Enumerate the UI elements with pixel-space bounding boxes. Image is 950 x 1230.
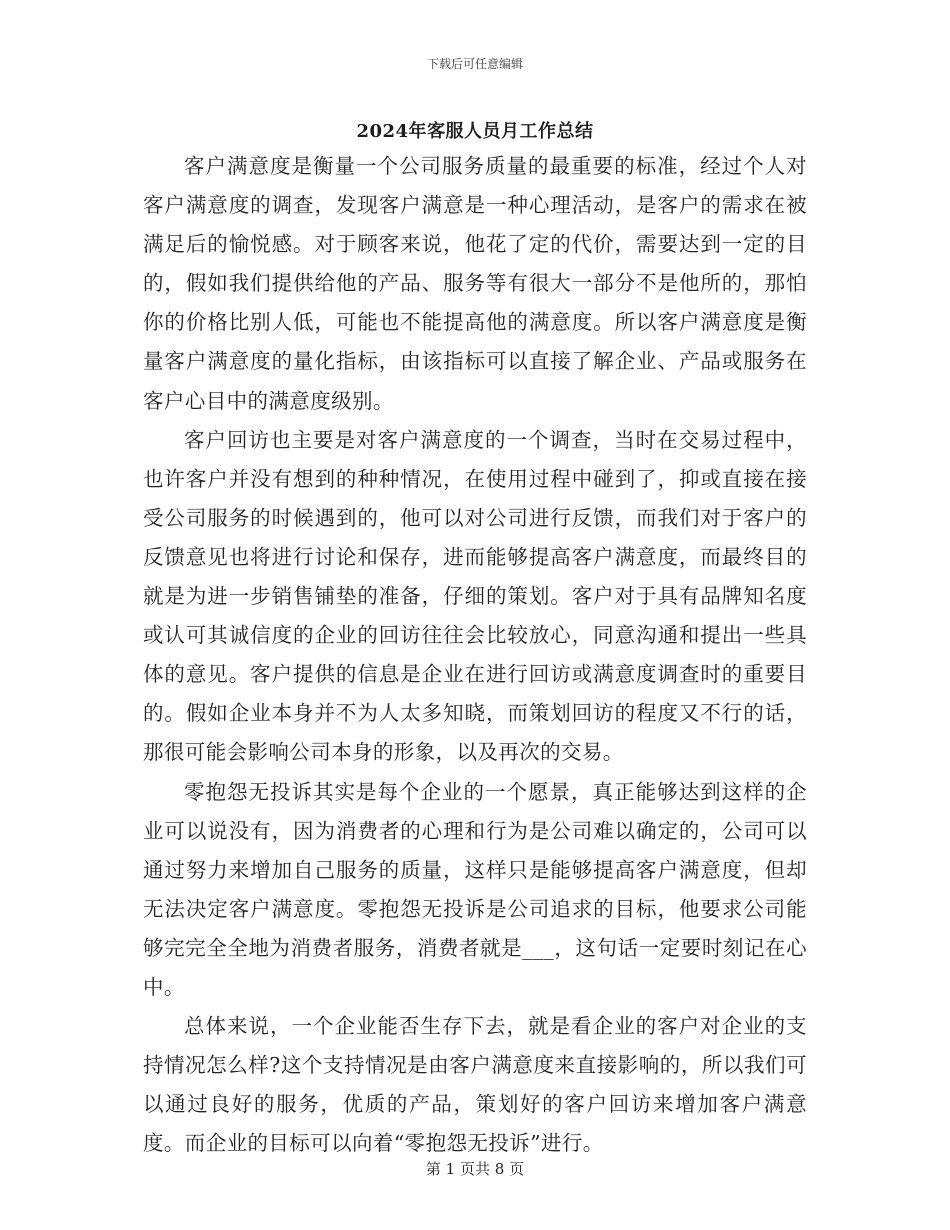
paragraph-1: 客户满意度是衡量一个公司服务质量的最重要的标准，经过个人对客户满意度的调查，发现客户满意是一种心理活动，是客户的需求在被满足后的愉悦感。对于顾客来说，他花了定的代价，需要达到一定的目的，假如我们提供给他的产品、服务等有很大一部分不是他所的，那怕你的价格比别人低，可能也不能提高他的满意度。所以客户满意度是衡量客户满意度的量化指标，由该指标可以直接了解企业、产品或服务在客户心目中的满意度级别。 [143,154,807,413]
page-footer: 第 1 页共 8 页 [425,1160,525,1178]
header-note: 下载后可任意编辑 [426,57,523,71]
document-body [143,147,807,1163]
paragraph-3: 零抱怨无投诉其实是每个企业的一个愿景，真正能够达到这样的企业可以说没有，因为消费者的心理和行为是公司难以确定的，公司可以通过努力来增加自己服务的质量，这样只是能够提高客户满意度，但却无法决定客户满意度。零抱怨无投诉是公司追求的目标，他要求公司能够完完全全地为消费者服务，消费者就是___，这句话一定要时刻记在心中。 [143,779,807,999]
paragraph-2: 客户回访也主要是对客户满意度的一个调查，当时在交易过程中，也许客户并没有想到的种种情况，在使用过程中碰到了，抑或直接在接受公司服务的时候遇到的，他可以对公司进行反馈，而我们对于客户的反馈意见也将进行讨论和保存，进而能够提高客户满意度，而最终目的就是为进一步销售铺垫的准备，仔细的策划。客户对于具有品牌知名度或认可其诚信度的企业的回访往往会比较放心，同意沟通和提出一些具体的意见。客户提供的信息是企业在进行回访或满意度调查时的重要目的。假如企业本身并不为人太多知晓，而策划回访的程度又不行的话，那很可能会影响公司本身的形象，以及再次的交易。 [143,427,807,765]
document-title: 2024年客服人员月工作总结 [356,121,594,142]
paragraph-4: 总体来说，一个企业能否生存下去，就是看企业的客户对企业的支持情况怎么样?这个支持情况是由客户满意度来直接影响的，所以我们可以通过良好的服务，优质的产品，策划好的客户回访来增加客户满意度。而企业的目标可以向着“零抱怨无投诉”进行。 [143,1014,807,1156]
